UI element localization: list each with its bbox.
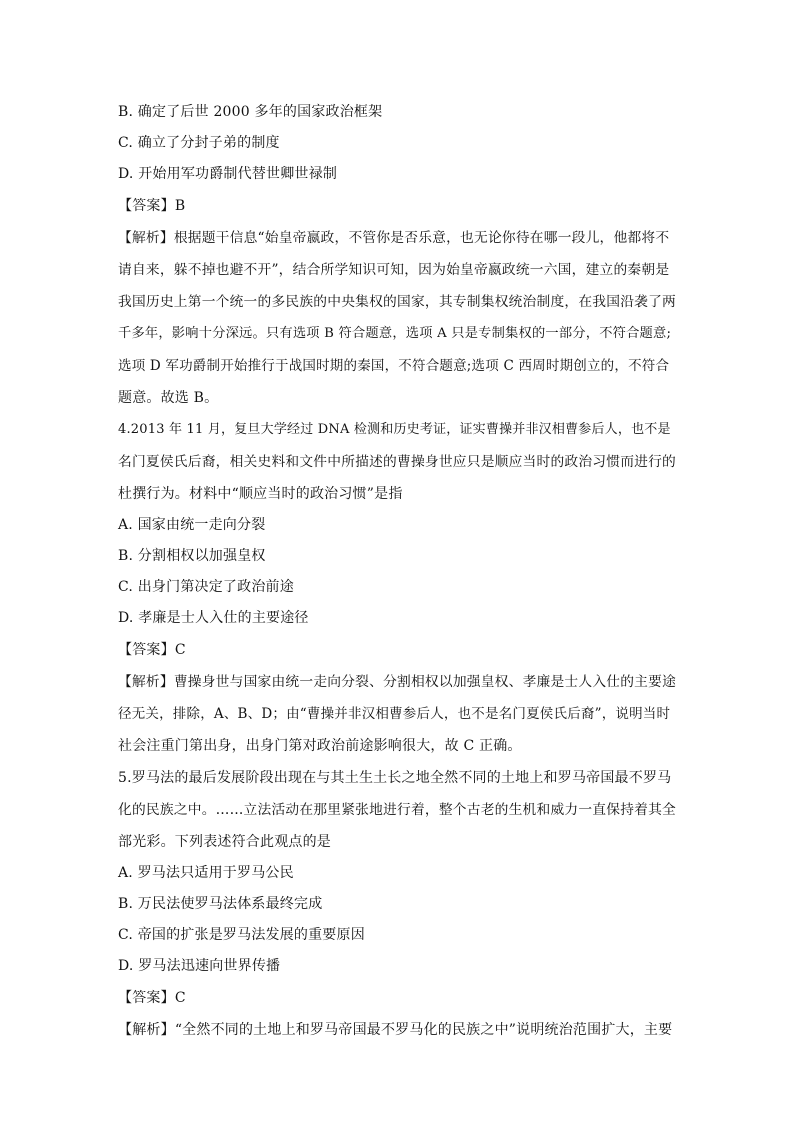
q3-analysis-line-4: 千多年，影响十分深远。只有选项 B 符合题意，选项 A 只是专制集权的一部分，不符合题意; [118, 326, 672, 341]
answer-value: C [174, 642, 186, 658]
q3-option-c: C. 确立了分封子弟的制度 [118, 135, 280, 151]
q5-option-d: D. 罗马法迅速向世界传播 [118, 958, 281, 974]
q4-answer [118, 640, 678, 660]
analysis-text: 根据题干信息“始皇帝嬴政，不管你是否乐意，也无论你待在哪一段儿，他都将不 [173, 230, 670, 246]
q4-option-b: B. 分割相权以加强皇权 [118, 548, 266, 564]
answer-value: B [174, 198, 186, 214]
q4-option-c: C. 出身门第决定了政治前途 [118, 579, 294, 595]
q3-analysis-line-5: 选项 D 军功爵制开始推行于战国时期的秦国，不符合题意;选项 C 西周时期创立的，不符合 [118, 358, 670, 374]
q4-stem-line-2: 名门夏侯氏后裔，相关史料和文件中所描述的曹操身世应只是顺应当时的政治习惯而进行的 [118, 454, 677, 470]
analysis-text: “全然不同的土地上和罗马帝国最不罗马化的民族之中”说明统治范围扩大，主要 [174, 1022, 673, 1038]
q3-analysis-line-2: 请自来，躲不掉也避不开”，结合所学知识可知，因为始皇帝嬴政统一六国，建立的秦朝是 [118, 262, 670, 278]
q3-answer [118, 196, 678, 216]
q4-analysis-line-2: 径无关，排除，A、B、D；由“曹操并非汉相曹参后人，也不是名门夏侯氏后裔”，说明当时 [118, 706, 671, 722]
q5-analysis-line-1 [118, 1020, 678, 1040]
analysis-label: 【解析】 [118, 674, 174, 690]
q4-option-d: D. 孝廉是士人入仕的主要途径 [118, 610, 309, 626]
analysis-label: 【解析】 [118, 1022, 175, 1038]
answer-label: 【答案】 [118, 642, 175, 658]
q3-option-b: B. 确定了后世 2000 多年的国家政治框架 [118, 104, 383, 120]
q4-analysis-line-3: 社会注重门第出身，出身门第对政治前途影响很大，故 C 正确。 [118, 738, 522, 754]
q3-analysis-line-1 [118, 228, 678, 248]
analysis-label: 【解析】 [118, 230, 174, 246]
q4-stem-line-3: 杜撰行为。材料中“顺应当时的政治习惯”是指 [118, 486, 403, 502]
q4-analysis-line-1 [118, 672, 678, 692]
answer-label: 【答案】 [118, 990, 175, 1006]
q4-stem-line-1: 4.2013 年 11 月，复旦大学经过 DNA 检测和历史考证，证实曹操并非汉相曹参后人，也不是 [118, 422, 671, 437]
q5-option-c: C. 帝国的扩张是罗马法发展的重要原因 [118, 927, 365, 943]
q3-analysis-line-3: 我国历史上第一个统一的多民族的中央集权的国家，其专制集权统治制度，在我国沿袭了两 [118, 294, 677, 310]
answer-value: C [174, 990, 186, 1006]
q3-option-d: D. 开始用军功爵制代替世卿世禄制 [118, 166, 338, 182]
answer-label: 【答案】 [118, 198, 175, 214]
q5-answer [118, 988, 678, 1008]
q5-option-b: B. 万民法使罗马法体系最终完成 [118, 896, 323, 912]
q5-stem-line-1: 5.罗马法的最后发展阶段出现在与其土生土长之地全然不同的土地上和罗马帝国最不罗马 [118, 770, 672, 786]
q5-stem-line-3: 部光彩。下列表述符合此观点的是 [118, 834, 331, 850]
q5-stem-line-2: 化的民族之中。……立法活动在那里紧张地进行着，整个古老的生机和威力一直保持着其全 [118, 802, 677, 818]
q4-option-a: A. 国家由统一走向分裂 [118, 517, 266, 533]
q3-analysis-line-6: 题意。故选 B。 [118, 390, 219, 406]
analysis-text: 曹操身世与国家由统一走向分裂、分割相权以加强皇权、孝廉是士人入仕的主要途 [173, 674, 677, 690]
q5-option-a: A. 罗马法只适用于罗马公民 [118, 865, 294, 881]
